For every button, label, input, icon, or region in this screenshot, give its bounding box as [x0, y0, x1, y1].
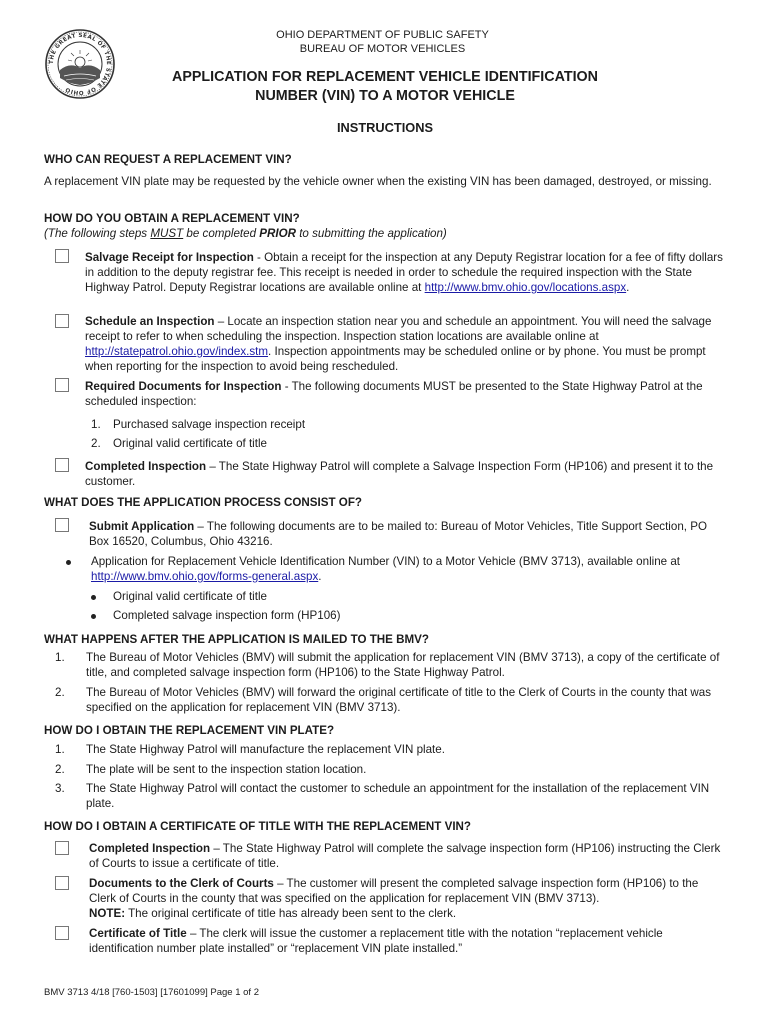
seal-ring-text: THE GREAT SEAL OF THE STATE OF OHIO	[48, 32, 112, 96]
statepatrol-link[interactable]: http://statepatrol.ohio.gov/index.stm	[85, 345, 269, 358]
section-who-heading: WHO CAN REQUEST A REPLACEMENT VIN?	[44, 153, 292, 166]
list-number: 1.	[55, 651, 65, 664]
doc-number: 2.	[91, 437, 101, 450]
vin-plate-item: The State Highway Patrol will manufacture the replacement VIN plate.	[86, 743, 445, 756]
list-number: 2.	[55, 763, 65, 776]
checkbox-required-documents[interactable]	[55, 378, 69, 392]
step-completed-inspection: Completed Inspection – The State Highway Patrol will complete a Salvage Inspection Form (HP106) and present it to the customer.	[85, 460, 714, 488]
bullet	[66, 560, 71, 565]
step-required-documents: Required Documents for Inspection - The following documents MUST be presented to the State Highway Patrol at the scheduled inspection:	[85, 380, 703, 408]
step-certificate-title: Certificate of Title – The clerk will issue the customer a replacement title with the notation “replacement vehicle identification number plate installed” or “replacement VIN plate installed.”	[89, 927, 663, 955]
after-mailed-item: The Bureau of Motor Vehicles (BMV) will forward the original certificate of title to the Clerk of Courts in the county that was specified on the application for replacement VIN (BMV 3713).	[86, 686, 712, 714]
step-salvage-receipt: Salvage Receipt for Inspection - Obtain a receipt for the inspection at any Deputy Registrar location for a fee of fifty dollars in addition to the deputy registrar fee. This receipt is needed in order to schedule the required inspection with the State Highway Patrol. Deputy Registrar locations are available online at http://www.bmv.ohio.gov/locations.aspx.	[85, 251, 723, 294]
instructions-heading: INSTRUCTIONS	[337, 120, 433, 135]
bullet	[91, 595, 96, 600]
section-process-heading: WHAT DOES THE APPLICATION PROCESS CONSIST OF?	[44, 496, 362, 509]
checkbox-schedule-inspection[interactable]	[55, 314, 69, 328]
section-certificate-heading: HOW DO I OBTAIN A CERTIFICATE OF TITLE WITH THE REPLACEMENT VIN?	[44, 820, 472, 833]
step-completed-inspection-2: Completed Inspection – The State Highway Patrol will complete the salvage inspection form (HP106) instructing the Clerk of Courts to issue a certificate of title.	[89, 842, 721, 870]
section-how-obtain-heading: HOW DO YOU OBTAIN A REPLACEMENT VIN?	[44, 212, 300, 225]
checkbox-certificate-title[interactable]	[55, 926, 69, 940]
section-vin-plate-heading: HOW DO I OBTAIN THE REPLACEMENT VIN PLATE?	[44, 724, 335, 737]
vin-plate-item: The State Highway Patrol will contact the customer to schedule an appointment for the installation of the replacement VIN plate.	[86, 782, 710, 810]
agency-name: OHIO DEPARTMENT OF PUBLIC SAFETY	[276, 29, 489, 41]
checkbox-salvage-receipt[interactable]	[55, 249, 69, 263]
list-number: 3.	[55, 782, 65, 795]
forms-general-link[interactable]: http://www.bmv.ohio.gov/forms-general.aspx	[91, 570, 319, 583]
form-footer: BMV 3713 4/18 [760-1503] [17601099] Page 1 of 2	[44, 987, 259, 998]
step-submit-application: Submit Application – The following documents are to be mailed to: Bureau of Motor Vehicles, Title Support Section, PO Box 16520, Columbus, Ohio 43216.	[89, 520, 707, 548]
bullet-salvage-form: Completed salvage inspection form (HP106)	[113, 609, 341, 622]
form-title-line1: APPLICATION FOR REPLACEMENT VEHICLE IDENTIFICATION	[172, 69, 598, 85]
checkbox-completed-inspection[interactable]	[55, 458, 69, 472]
steps-note: (The following steps MUST be completed PRIOR to submitting the application)	[44, 227, 447, 240]
doc-item: Purchased salvage inspection receipt	[113, 418, 306, 431]
checkbox-submit-application[interactable]	[55, 518, 69, 532]
bullet-original-title: Original valid certificate of title	[113, 590, 268, 603]
list-number: 1.	[55, 743, 65, 756]
list-number: 2.	[55, 686, 65, 699]
bullet-application-form: Application for Replacement Vehicle Identification Number (VIN) to a Motor Vehicle (BMV 3713), available online at http://www.bmv.ohio.gov/forms-general.aspx.	[91, 555, 681, 583]
bureau-name: BUREAU OF MOTOR VEHICLES	[299, 43, 466, 55]
checkbox-completed-inspection-2[interactable]	[55, 841, 69, 855]
form-title-line2: NUMBER (VIN) TO A MOTOR VEHICLE	[255, 88, 515, 104]
section-after-mailed-heading: WHAT HAPPENS AFTER THE APPLICATION IS MAILED TO THE BMV?	[44, 633, 429, 646]
step-schedule-inspection: Schedule an Inspection – Locate an inspection station near you and schedule an appointment. You will need the salvage receipt to refer to when scheduling the inspection. Inspection station locations are available online at http://statepatrol.ohio.gov/index.stm. Inspection appointments may be scheduled online or by phone. You must be prompt when reporting for the inspection to avoid being rescheduled.	[85, 315, 712, 373]
doc-number: 1.	[91, 418, 101, 431]
section-who-body: A replacement VIN plate may be requested by the vehicle owner when the existing VIN has been damaged, destroyed, or missing.	[44, 175, 712, 188]
doc-item: Original valid certificate of title	[113, 437, 268, 450]
locations-link[interactable]: http://www.bmv.ohio.gov/locations.aspx	[424, 281, 627, 294]
checkbox-documents-clerk[interactable]	[55, 876, 69, 890]
step-documents-clerk: Documents to the Clerk of Courts – The customer will present the completed salvage inspection form (HP106) to the Clerk of Courts in the county that was specified on the application for replacement VIN (BMV 3713). NOTE: The original certificate of title has already been sent to the clerk.	[89, 877, 699, 920]
vin-plate-item: The plate will be sent to the inspection station location.	[86, 763, 367, 776]
after-mailed-item: The Bureau of Motor Vehicles (BMV) will submit the application for replacement VIN (BMV 3713), a copy of the certificate of title, and completed salvage inspection form (HP106) to the State Highway Patrol.	[86, 651, 720, 679]
bullet	[91, 614, 96, 619]
